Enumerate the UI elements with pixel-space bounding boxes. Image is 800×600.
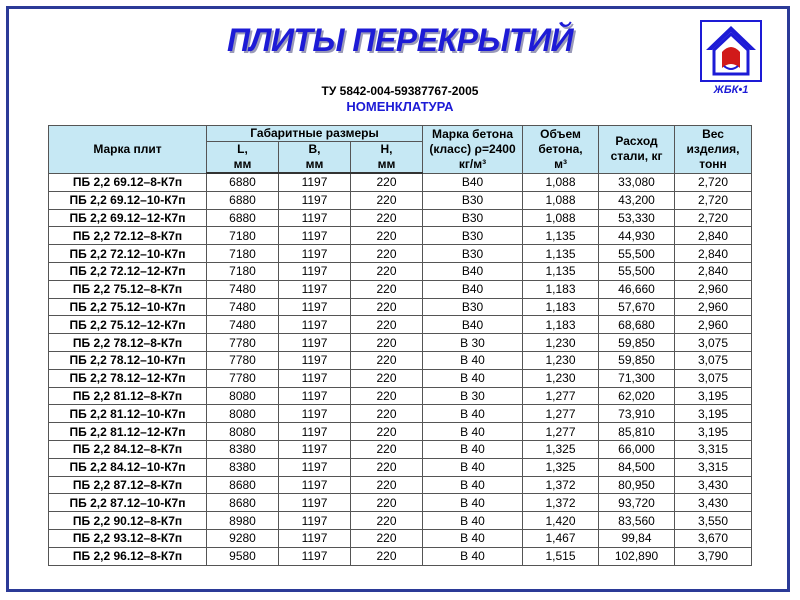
cell-length: 6880 <box>207 209 279 227</box>
header-dims: Габаритные размеры <box>207 126 423 142</box>
cell-width: 1197 <box>279 227 351 245</box>
cell-steel: 59,850 <box>599 351 675 369</box>
cell-length: 8080 <box>207 387 279 405</box>
cell-volume: 1,135 <box>523 245 599 263</box>
cell-concrete: B30 <box>423 227 523 245</box>
cell-volume: 1,467 <box>523 529 599 547</box>
cell-length: 8380 <box>207 440 279 458</box>
header-weight-label: Вес изделия, тонн <box>686 126 740 171</box>
cell-steel: 55,500 <box>599 262 675 280</box>
header-steel-label: Расход стали, кг <box>610 134 663 164</box>
cell-volume: 1,183 <box>523 316 599 334</box>
cell-length: 8680 <box>207 476 279 494</box>
cell-mark: ПБ 2,2 75.12–12-К7п <box>49 316 207 334</box>
cell-length: 7780 <box>207 351 279 369</box>
slabs-table-body <box>49 173 752 565</box>
cell-width: 1197 <box>279 387 351 405</box>
table-row <box>49 316 752 334</box>
cell-volume: 1,135 <box>523 227 599 245</box>
cell-concrete: B30 <box>423 298 523 316</box>
cell-weight: 2,720 <box>675 191 752 209</box>
cell-height: 220 <box>351 547 423 565</box>
cell-width: 1197 <box>279 547 351 565</box>
cell-weight: 2,960 <box>675 280 752 298</box>
cell-concrete: B 40 <box>423 440 523 458</box>
cell-width: 1197 <box>279 529 351 547</box>
header-height <box>351 142 423 174</box>
table-row <box>49 262 752 280</box>
cell-concrete: B 40 <box>423 547 523 565</box>
cell-height: 220 <box>351 529 423 547</box>
cell-width: 1197 <box>279 173 351 191</box>
cell-width: 1197 <box>279 440 351 458</box>
cell-weight: 3,550 <box>675 512 752 530</box>
cell-width: 1197 <box>279 351 351 369</box>
cell-mark: ПБ 2,2 81.12–8-К7п <box>49 387 207 405</box>
cell-length: 8380 <box>207 458 279 476</box>
cell-weight: 3,315 <box>675 458 752 476</box>
cell-length: 8980 <box>207 512 279 530</box>
cell-height: 220 <box>351 405 423 423</box>
header-volume-label: Объем бетона, м³ <box>538 126 583 171</box>
cell-weight: 2,960 <box>675 316 752 334</box>
cell-concrete: B 40 <box>423 369 523 387</box>
cell-weight: 3,075 <box>675 369 752 387</box>
slabs-table <box>48 125 752 566</box>
cell-weight: 3,430 <box>675 476 752 494</box>
table-row <box>49 512 752 530</box>
cell-mark: ПБ 2,2 75.12–10-К7п <box>49 298 207 316</box>
logo-text: ЖБК•1 <box>713 84 749 96</box>
cell-volume: 1,230 <box>523 334 599 352</box>
cell-concrete: B30 <box>423 245 523 263</box>
cell-width: 1197 <box>279 423 351 441</box>
cell-height: 220 <box>351 458 423 476</box>
cell-width: 1197 <box>279 262 351 280</box>
cell-steel: 33,080 <box>599 173 675 191</box>
cell-volume: 1,088 <box>523 173 599 191</box>
cell-weight: 3,195 <box>675 423 752 441</box>
table-row <box>49 423 752 441</box>
cell-concrete: B 40 <box>423 476 523 494</box>
cell-weight: 2,960 <box>675 298 752 316</box>
header-length <box>207 142 279 174</box>
cell-concrete: B 30 <box>423 334 523 352</box>
cell-concrete: B40 <box>423 173 523 191</box>
nomenclature-heading: НОМЕНКЛАТУРА <box>346 99 454 114</box>
cell-length: 7480 <box>207 316 279 334</box>
header-volume <box>523 126 599 174</box>
cell-weight: 2,720 <box>675 209 752 227</box>
cell-mark: ПБ 2,2 81.12–10-К7п <box>49 405 207 423</box>
cell-length: 7780 <box>207 334 279 352</box>
cell-height: 220 <box>351 280 423 298</box>
header-width <box>279 142 351 174</box>
cell-length: 8080 <box>207 405 279 423</box>
table-row <box>49 476 752 494</box>
cell-concrete: B40 <box>423 262 523 280</box>
cell-steel: 66,000 <box>599 440 675 458</box>
cell-mark: ПБ 2,2 81.12–12-К7п <box>49 423 207 441</box>
header-length-label: L, мм <box>233 142 252 171</box>
cell-height: 220 <box>351 298 423 316</box>
cell-mark: ПБ 2,2 72.12–12-К7п <box>49 262 207 280</box>
cell-concrete: B 40 <box>423 529 523 547</box>
cell-mark: ПБ 2,2 93.12–8-К7п <box>49 529 207 547</box>
cell-volume: 1,183 <box>523 298 599 316</box>
cell-weight: 2,720 <box>675 173 752 191</box>
table-row <box>49 227 752 245</box>
cell-length: 7180 <box>207 227 279 245</box>
table-row <box>49 351 752 369</box>
cell-width: 1197 <box>279 191 351 209</box>
cell-mark: ПБ 2,2 90.12–8-К7п <box>49 512 207 530</box>
cell-height: 220 <box>351 245 423 263</box>
cell-steel: 55,500 <box>599 245 675 263</box>
cell-mark: ПБ 2,2 96.12–8-К7п <box>49 547 207 565</box>
cell-concrete: B 30 <box>423 387 523 405</box>
cell-steel: 53,330 <box>599 209 675 227</box>
cell-mark: ПБ 2,2 78.12–10-К7п <box>49 351 207 369</box>
cell-concrete: B 40 <box>423 512 523 530</box>
cell-mark: ПБ 2,2 78.12–8-К7п <box>49 334 207 352</box>
cell-length: 8080 <box>207 423 279 441</box>
cell-width: 1197 <box>279 476 351 494</box>
cell-steel: 84,500 <box>599 458 675 476</box>
cell-length: 9580 <box>207 547 279 565</box>
cell-height: 220 <box>351 334 423 352</box>
cell-length: 7180 <box>207 262 279 280</box>
cell-volume: 1,277 <box>523 387 599 405</box>
cell-volume: 1,230 <box>523 369 599 387</box>
cell-concrete: B 40 <box>423 423 523 441</box>
cell-width: 1197 <box>279 334 351 352</box>
table-row <box>49 494 752 512</box>
cell-height: 220 <box>351 227 423 245</box>
cell-height: 220 <box>351 173 423 191</box>
header-steel <box>599 126 675 174</box>
cell-volume: 1,420 <box>523 512 599 530</box>
header-weight <box>675 126 752 174</box>
table-row <box>49 209 752 227</box>
cell-width: 1197 <box>279 405 351 423</box>
cell-height: 220 <box>351 476 423 494</box>
cell-weight: 2,840 <box>675 227 752 245</box>
cell-width: 1197 <box>279 280 351 298</box>
cell-steel: 44,930 <box>599 227 675 245</box>
cell-mark: ПБ 2,2 69.12–10-К7п <box>49 191 207 209</box>
cell-volume: 1,230 <box>523 351 599 369</box>
cell-height: 220 <box>351 423 423 441</box>
cell-concrete: B40 <box>423 316 523 334</box>
table-row <box>49 547 752 565</box>
cell-weight: 3,670 <box>675 529 752 547</box>
cell-concrete: B40 <box>423 280 523 298</box>
cell-volume: 1,088 <box>523 191 599 209</box>
header-height-label: H, мм <box>377 142 396 171</box>
cell-mark: ПБ 2,2 72.12–10-К7п <box>49 245 207 263</box>
table-row <box>49 529 752 547</box>
cell-volume: 1,372 <box>523 476 599 494</box>
cell-volume: 1,135 <box>523 262 599 280</box>
cell-mark: ПБ 2,2 75.12–8-К7п <box>49 280 207 298</box>
cell-steel: 93,720 <box>599 494 675 512</box>
cell-height: 220 <box>351 440 423 458</box>
cell-steel: 99,84 <box>599 529 675 547</box>
cell-weight: 3,195 <box>675 387 752 405</box>
header-width-label: B, мм <box>305 142 324 171</box>
cell-mark: ПБ 2,2 87.12–10-К7п <box>49 494 207 512</box>
cell-height: 220 <box>351 351 423 369</box>
cell-concrete: B30 <box>423 209 523 227</box>
cell-concrete: B30 <box>423 191 523 209</box>
cell-steel: 102,890 <box>599 547 675 565</box>
cell-height: 220 <box>351 316 423 334</box>
table-row <box>49 334 752 352</box>
cell-mark: ПБ 2,2 69.12–8-К7п <box>49 173 207 191</box>
header-concrete-label: Марка бетона (класс) ρ=2400 кг/м³ <box>429 126 516 171</box>
table-row <box>49 369 752 387</box>
table-row <box>49 280 752 298</box>
cell-height: 220 <box>351 209 423 227</box>
header-mark-label: Марка плит <box>93 141 162 156</box>
cell-length: 7480 <box>207 280 279 298</box>
cell-mark: ПБ 2,2 84.12–8-К7п <box>49 440 207 458</box>
cell-steel: 80,950 <box>599 476 675 494</box>
cell-steel: 57,670 <box>599 298 675 316</box>
cell-width: 1197 <box>279 369 351 387</box>
cell-width: 1197 <box>279 245 351 263</box>
cell-width: 1197 <box>279 494 351 512</box>
table-row <box>49 405 752 423</box>
cell-volume: 1,372 <box>523 494 599 512</box>
cell-volume: 1,515 <box>523 547 599 565</box>
spec-code: ТУ 5842-004-59387767-2005 <box>321 84 479 98</box>
cell-steel: 85,810 <box>599 423 675 441</box>
table-row <box>49 191 752 209</box>
cell-volume: 1,325 <box>523 440 599 458</box>
cell-length: 7480 <box>207 298 279 316</box>
cell-height: 220 <box>351 191 423 209</box>
cell-mark: ПБ 2,2 72.12–8-К7п <box>49 227 207 245</box>
cell-concrete: B 40 <box>423 458 523 476</box>
cell-height: 220 <box>351 262 423 280</box>
cell-volume: 1,183 <box>523 280 599 298</box>
cell-width: 1197 <box>279 209 351 227</box>
cell-weight: 3,315 <box>675 440 752 458</box>
cell-weight: 3,075 <box>675 334 752 352</box>
cell-width: 1197 <box>279 298 351 316</box>
table-row <box>49 387 752 405</box>
cell-height: 220 <box>351 512 423 530</box>
cell-length: 8680 <box>207 494 279 512</box>
cell-length: 7180 <box>207 245 279 263</box>
cell-mark: ПБ 2,2 78.12–12-К7п <box>49 369 207 387</box>
cell-volume: 1,277 <box>523 423 599 441</box>
cell-steel: 73,910 <box>599 405 675 423</box>
cell-length: 6880 <box>207 173 279 191</box>
cell-mark: ПБ 2,2 69.12–12-К7п <box>49 209 207 227</box>
cell-length: 7780 <box>207 369 279 387</box>
table-row <box>49 458 752 476</box>
header-mark <box>49 126 207 174</box>
cell-volume: 1,325 <box>523 458 599 476</box>
cell-weight: 3,195 <box>675 405 752 423</box>
table-row <box>49 245 752 263</box>
cell-steel: 62,020 <box>599 387 675 405</box>
cell-height: 220 <box>351 494 423 512</box>
cell-width: 1197 <box>279 316 351 334</box>
cell-weight: 2,840 <box>675 245 752 263</box>
cell-steel: 59,850 <box>599 334 675 352</box>
cell-steel: 71,300 <box>599 369 675 387</box>
table-row <box>49 440 752 458</box>
cell-width: 1197 <box>279 512 351 530</box>
table-row <box>49 298 752 316</box>
cell-steel: 43,200 <box>599 191 675 209</box>
page-title: ПЛИТЫ ПЕРЕКРЫТИЙ <box>226 22 574 58</box>
cell-steel: 46,660 <box>599 280 675 298</box>
header-concrete <box>423 126 523 174</box>
cell-weight: 3,790 <box>675 547 752 565</box>
cell-steel: 68,680 <box>599 316 675 334</box>
table-row <box>49 173 752 191</box>
cell-mark: ПБ 2,2 84.12–10-К7п <box>49 458 207 476</box>
cell-steel: 83,560 <box>599 512 675 530</box>
cell-mark: ПБ 2,2 87.12–8-К7п <box>49 476 207 494</box>
cell-length: 9280 <box>207 529 279 547</box>
cell-weight: 3,430 <box>675 494 752 512</box>
cell-volume: 1,277 <box>523 405 599 423</box>
cell-concrete: B 40 <box>423 494 523 512</box>
cell-concrete: B 40 <box>423 351 523 369</box>
cell-concrete: B 40 <box>423 405 523 423</box>
cell-width: 1197 <box>279 458 351 476</box>
cell-height: 220 <box>351 369 423 387</box>
cell-length: 6880 <box>207 191 279 209</box>
cell-weight: 3,075 <box>675 351 752 369</box>
cell-height: 220 <box>351 387 423 405</box>
cell-volume: 1,088 <box>523 209 599 227</box>
cell-weight: 2,840 <box>675 262 752 280</box>
